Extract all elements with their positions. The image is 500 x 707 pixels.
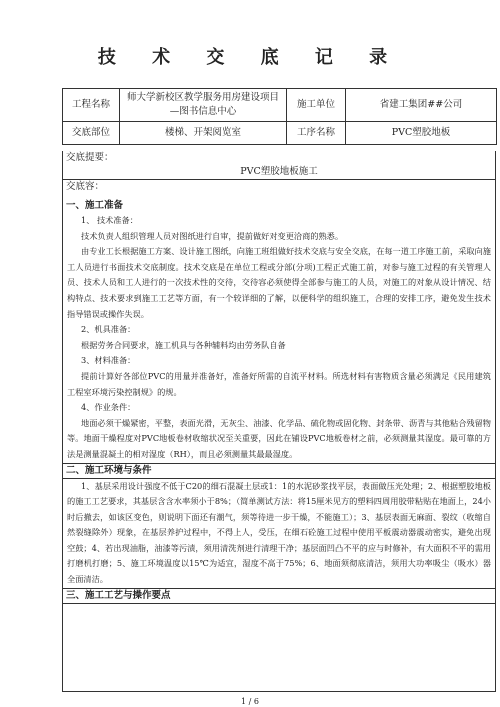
handover-part-label: 交底部位 <box>63 122 120 145</box>
section-1-title: 一、施工准备 <box>66 200 124 211</box>
construction-unit-label: 施工单位 <box>287 89 346 122</box>
tech-prep-para-1: 技术负责人组织管理人员对图纸进行自审，提前做好对变更洽商的熟悉。 <box>81 230 344 241</box>
machinery-prep-title: 2、机具准备： <box>81 324 136 335</box>
tech-prep-title: 1、 技术准备： <box>81 215 138 225</box>
work-conditions-title: 4、作业条件： <box>81 402 136 413</box>
content-body <box>63 199 495 604</box>
tech-prep-para-2: 由专业工长根据施工方案、设计施工图纸，向施工班组做好技术交底与安全交底，在每一道工序施工前，采取向施工人员进行书面技术交底制度。技术交底是在单位工程或分部(分项)工程正式施工前，对参与施工过程的有关管理人员、技术人员和工人进行的一次技术性的交待，交待容必须使得全部参与施工的人员，对施工的对象从设计情况、结构特点、技术要求到施工工艺等方面，有一个较详细的了解，以便科学的组织施工，合理的安排工序，避免发生技术指导错误或操作失误。 <box>67 246 491 319</box>
construction-unit-value: 省建工集团##公司 <box>346 89 497 122</box>
project-name-label: 工程名称 <box>63 89 120 122</box>
machinery-prep-para: 根据劳务合同要求，施工机具与各种辅料均由劳务队自备 <box>81 339 286 350</box>
process-name-label: 工序名称 <box>287 122 346 145</box>
project-name-value: 师大学新校区教学服务用房建设项目—图书信息中心 <box>120 89 287 122</box>
material-prep-title: 3、材料准备： <box>81 355 136 366</box>
section-2-title: 二、施工环境与条件 <box>63 463 495 479</box>
header-table <box>62 88 497 145</box>
summary-value: PVC塑胶地板施工 <box>240 166 318 177</box>
document-title: 技 术 交 底 记 录 <box>97 47 403 68</box>
content-label: 交底容： <box>66 181 105 192</box>
summary-label: 交底提要： <box>66 152 114 163</box>
summary-section <box>63 151 495 180</box>
page-number: 1 / 6 <box>241 697 259 706</box>
work-conditions-para: 地面必须干燥紧密，平整，表面光滑，无灰尘、油漆、化学品、硫化物或固化物、封条带、沥青与其他粘合残留物等。地面干燥程度对PVC地板卷材收缩状况至关重要，因此在铺设PVC地板卷材之前，必须测量其湿度。最可靠的方法是测量混凝土的相对湿度（RH），而且必须测量其最最湿度。 <box>67 417 491 459</box>
section-3-title: 三、施工工艺与操作要点 <box>63 588 495 604</box>
process-name-value: PVC塑胶地板 <box>346 122 497 145</box>
material-prep-para: 提前计算好各部位PVC的用量并准备好，准备好所需的自流平材料。所选材料有害物质含量必须满足《民用建筑工程室环境污染控制规》的规。 <box>67 370 491 397</box>
environment-para: 1、基层采用设计强度不低于C20的细石混凝土层或1：1的水泥砂浆找平层，表面做压光处理；2、根据塑胶地板的施工工艺要求，其基层含含水率须小于8%；（简单测试方法：将15厘米见方的塑料四周用胶带粘贴在地面上，24小时后撤去，如该区变色，则说明下面还有潮气，须等待进一步干燥，不能施工）；3、基层表面无麻面、裂纹（收缩自然裂缝除外）现象，在基层养护过程中，不得上人，受压，在细石砼施工过程中使用平板震动器震动密实，避免出现空鼓；4、若出现油脂，油漆等污渍，须用清洗剂进行清理干净；基层面凹凸不平的应与时修补，有大面积不平的需用打磨机打磨；5、施工环境温度以15℃为适宜，湿度不高于75%；6、地面须彻底清洁，须用大功率吸尘（吸水）器全面清洁。 <box>67 480 491 585</box>
handover-part-value: 楼梯、开架阅览室 <box>120 122 287 145</box>
content-box <box>62 151 496 692</box>
